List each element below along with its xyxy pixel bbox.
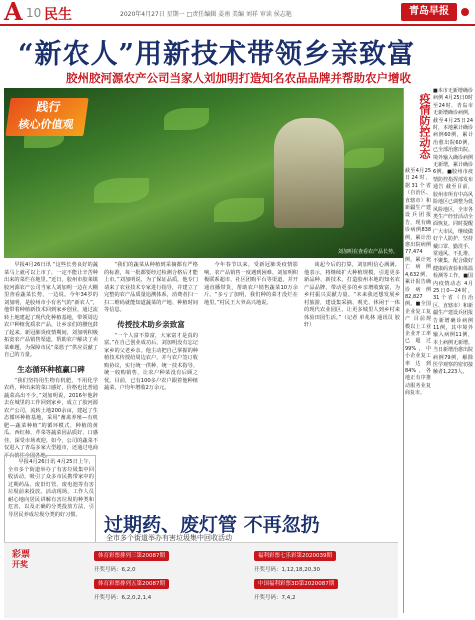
sidebar-heading: 疫情防控动态 — [418, 92, 431, 159]
article-subheading: 生态循环种植赢口碑 — [17, 364, 85, 374]
sidebar-column-right: ■本市无新增确诊病例 4月25日0时至24时，青岛市无新增确诊病例，截至4月25日24时，本地累计确诊病例60例，累计治愈出院60例，已全部治愈出院。境外输入确诊病例无新增，累计确诊6例。■胶州市疫情防控指挥部发布通告 截至目前，胶州市所有中高风险地区已调整为低风险地区，全市各类生产经营活动全面恢复。同时提醒广大市民，继续做好个人防护，坚持戴口罩、勤洗手、常通风、不扎堆、不聚集，配合做好健康码查验和体温检测等工作。■国内疫情动态 4月25日0—24时，31个省（自治区、直辖市）和新疆生产建设兵团报告新增确诊病例11例，其中境外输入病例11例，本土病例无新增。当日新增治愈出院病例79例，解除医学观察的密切接触者1,223人。 — [433, 88, 474, 376]
lottery-item: 体育彩票排列五第20087期 — [94, 579, 169, 589]
farmer-figure — [274, 118, 344, 228]
article-subheading: 传授技术助乡亲致富 — [117, 319, 185, 329]
lottery-logo: 彩票 — [12, 550, 31, 560]
second-subheadline: 全市多个街道举办有害垃圾集中回收活动 — [106, 534, 232, 542]
lottery-numbers: 开奖号码：7,4,2 — [254, 595, 296, 601]
sidebar-column-left: 截至4月25日24时，据31个省（自治区、直辖市）和新疆生产建设兵团报告，现有确诊病例838例，累计治愈出院病例77,474例，累计死亡病例4,632例，累计报告确诊病例82,827例。■全国企业复工复产 目前规模以上工业企业开工率已超过99%，中小企业复工率达到84%，各地正有序推动服务业复商复市。 — [405, 168, 431, 397]
logo-dot-icon — [461, 8, 469, 16]
article-column-2 — [104, 262, 198, 507]
lottery-item: 体育彩票排列三第20087期 — [94, 551, 169, 561]
leaf-shape — [214, 198, 264, 222]
lottery-item: 福利彩票七乐彩第2020039期 — [254, 551, 336, 561]
photo-caption: 刘加明在查看农产品长势。 — [337, 249, 398, 255]
column-divider — [403, 88, 404, 613]
article-column-1 — [4, 262, 98, 459]
second-headline: 过期药、废灯管 不再忽扔 — [104, 514, 320, 536]
article-column-4 — [304, 262, 400, 507]
page-headline: “新农人”用新技术带领乡亲致富 — [18, 39, 416, 70]
article-column-3 — [204, 262, 298, 507]
lottery-panel — [4, 542, 398, 618]
article-paragraph: 谈起今后的打算，刘加明信心满满。他表示，将继续扩大种植规模，引进更多新品种、新技术，打造胶州本地的知名农产品品牌，带动更多的乡亲增收致富，为乡村振兴贡献力量。“未来我还想发展乡村旅游，建设集采摘、观光、休闲于一体的现代农业园区，让更多城里人到乡村来体验田园生活。”（记者 单兆林 通讯员 胶轩） — [304, 262, 400, 328]
leaf-shape — [164, 108, 209, 130]
article-paragraph: 今年春节以来，受新冠肺炎疫情影响，农产品销售一度遇到困难。刘加明积极联系超市、社区团购平台等渠道，并开通直播带货，帮助农户销售蔬菜10万余斤。“多亏了加明，我们种的菜才没烂在地里。”村民王大爷高兴地说。 — [204, 262, 298, 306]
article-paragraph: 早报4月26日讯 4月25日上午，全市多个街道举办了有害垃圾集中回收活动，吸引了众多市民携带家中的过期药品、废旧灯管、废电池等有害垃圾前来投放。活动现场，工作人员耐心地向居民讲解有害垃圾的种类和危害，以及正确的分类投放方法，引导居民养成垃圾分类的好习惯。 — [8, 459, 94, 518]
article-paragraph: “一个人富不算富，大家富才是真的富。”在自己创业成功后，刘加明没有忘记家乡的父老乡亲。他主动把自己掌握的种植技术传授给周边农户，并与农户签订收购协议，实行统一供种、统一技术指导、统一收购销售，让农户种菜没有后顾之忧。目前，已有100多户农户跟着他种植蔬菜，户均年增收2万余元。 — [104, 332, 198, 391]
edition-meta: 2020年4月27日 星期一 □责任编辑 姜南 美编 刘祥 审读 侯志艳 — [120, 11, 292, 18]
masthead — [0, 0, 475, 26]
leaf-shape — [344, 148, 384, 168]
lottery-numbers: 开奖号码：6,2,0 — [94, 567, 136, 573]
page-subheadline: 胶州胶河源农产公司当家人刘加明打造知名农品品牌并帮助农户增收 — [66, 71, 411, 85]
badge-line-2: 核心价值观 — [17, 118, 75, 131]
paper-logo: 青岛早报 — [401, 3, 457, 21]
lottery-item: 中国福利彩票3D第2020087期 — [254, 579, 338, 589]
badge-line-1: 践行 — [35, 100, 62, 114]
section-letter: A — [4, 0, 23, 26]
values-badge — [5, 98, 88, 136]
section-title: 民生 — [44, 7, 72, 23]
lottery-numbers: 开奖号码：6,2,0,2,1,4 — [94, 595, 152, 601]
leaf-shape — [94, 178, 149, 203]
lottery-logo-sub: 开奖 — [12, 560, 28, 569]
article-paragraph: “我们坚持用生物有机肥，不用化学农药，种出来的菜口感好，价格也比普通蔬菜高出不少。”刘加明说，2016年他辞去在城里的工作回到家乡，成立了胶河源农产公司，流转土地200余亩，建起了生态循环种植基地，采用“畜禽养殖—有机肥—蔬菜种植”的循环模式，种植的黄瓜、西红柿、芹菜等蔬菜因品质好、口感佳，深受市场欢迎。如今，公司的蔬菜不仅进入了青岛多家大型超市，还通过电商平台销往全国各地。 — [4, 377, 98, 459]
article-paragraph: 早报4月26日讯 “这些长势良好的蔬菜马上就可以上市了，一定不能让辛苦种出来的菜烂在地里。”近日，胶州市胶莱镇胶河源农产公司当家人刘加明一边在大棚里查看蔬菜长势，一边说。今年34岁的刘加明，是胶州市小有名气的“新农人”，他带着种植新技术回到家乡创业，通过流转土地建起了现代化种植基地，带领周边农户种植优质农产品，让乡亲们的腰包鼓了起来。新冠肺炎疫情期间，刘加明积极拓宽农产品销售渠道，帮助农户解决了卖菜难题，为保障市民“菜篮子”供应贡献了自己的力量。 — [4, 262, 98, 358]
lottery-numbers: 开奖号码：1,12,18,20,30 — [254, 567, 320, 573]
second-story-text — [8, 459, 94, 539]
article-paragraph: “我们的蔬菜从种植到采摘都有严格的标准，每一批都要经过检测合格后才能上市。”刘加明说，为了保证品质，他专门请来了农业技术专家进行指导，并建立了完整的农产品质量追溯体系，消费者扫一扫二维码就能知道蔬菜的产地、种植时间等信息。 — [104, 262, 198, 313]
page-number: 10 — [26, 6, 42, 20]
